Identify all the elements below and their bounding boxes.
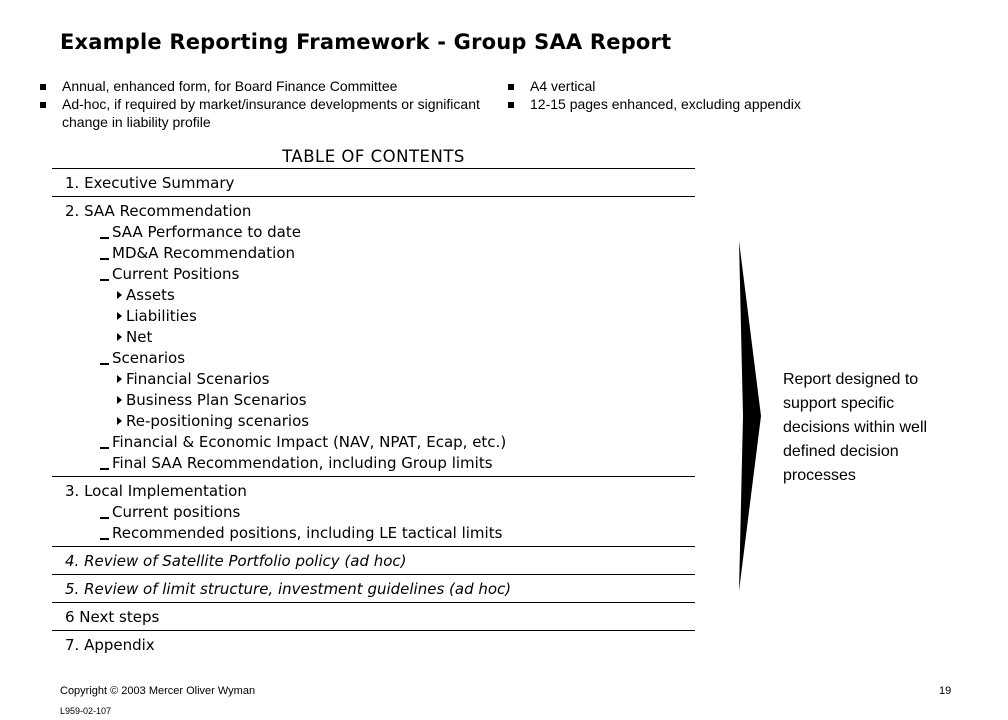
bullet-item xyxy=(40,95,480,131)
bullet-list-right xyxy=(508,77,908,113)
bullet-text: 12-15 pages enhanced, excluding appendix xyxy=(530,96,801,112)
toc-section-title: 4. Review of Satellite Portfolio policy (ad hoc) xyxy=(65,552,407,570)
toc-subitem: Current Positions xyxy=(65,264,695,285)
dash-icon xyxy=(100,538,109,540)
square-bullet-icon xyxy=(40,102,46,108)
copyright-text: Copyright © 2003 Mercer Oliver Wyman xyxy=(60,685,256,697)
bullet-item xyxy=(40,77,480,95)
toc-subsubitem: Re-positioning scenarios xyxy=(65,411,695,432)
toc-subitem: Recommended positions, including LE tactical limits xyxy=(65,523,695,544)
bullet-item xyxy=(508,95,908,113)
dash-icon xyxy=(100,237,109,239)
triangle-bullet-icon xyxy=(117,396,122,404)
toc-section-title: 6 Next steps xyxy=(65,608,160,626)
toc-subitem: MD&A Recommendation xyxy=(65,243,695,264)
table-of-contents xyxy=(52,145,695,658)
toc-subitem: SAA Performance to date xyxy=(65,222,695,243)
dash-icon xyxy=(100,363,109,365)
square-bullet-icon xyxy=(508,84,514,90)
triangle-bullet-icon xyxy=(117,417,122,425)
page-number: 19 xyxy=(939,685,952,697)
toc-section-2 xyxy=(52,196,695,476)
bullet-text: Annual, enhanced form, for Board Finance Committee xyxy=(62,78,398,94)
square-bullet-icon xyxy=(40,84,46,90)
dash-icon xyxy=(100,447,109,449)
toc-subitem: Current positions xyxy=(65,502,695,523)
toc-section-6 xyxy=(52,602,695,630)
triangle-bullet-icon xyxy=(117,312,122,320)
toc-section-title: 5. Review of limit structure, investment guidelines (ad hoc) xyxy=(65,580,512,598)
bullet-item xyxy=(508,77,908,95)
toc-section-title: 1. Executive Summary xyxy=(65,174,235,192)
toc-subitem: Financial & Economic Impact (NAV, NPAT, Ecap, etc.) xyxy=(65,432,695,453)
triangle-bullet-icon xyxy=(117,375,122,383)
toc-subitem: Final SAA Recommendation, including Group limits xyxy=(65,453,695,474)
toc-subitem: Scenarios xyxy=(65,348,695,369)
toc-header: TABLE OF CONTENTS xyxy=(282,147,465,166)
slide-title: Example Reporting Framework - Group SAA Report xyxy=(60,30,672,54)
dash-icon xyxy=(100,279,109,281)
toc-section-1 xyxy=(52,168,695,196)
square-bullet-icon xyxy=(508,102,514,108)
dash-icon xyxy=(100,517,109,519)
toc-subsubitem: Liabilities xyxy=(65,306,695,327)
toc-subsubitem: Net xyxy=(65,327,695,348)
triangle-bullet-icon xyxy=(117,291,122,299)
bullet-text: Ad-hoc, if required by market/insurance developments or significant change in liability profile xyxy=(62,96,480,130)
dash-icon xyxy=(100,468,109,470)
toc-subsubitem: Assets xyxy=(65,285,695,306)
toc-section-title: 7. Appendix xyxy=(65,636,155,654)
toc-section-5 xyxy=(52,574,695,602)
callout-text: Report designed to support specific decisions within well defined decision processes xyxy=(783,371,928,484)
toc-section-title: 2. SAA Recommendation xyxy=(65,202,252,220)
chevron-arrow-icon xyxy=(737,241,763,591)
toc-section-7 xyxy=(52,630,695,658)
dash-icon xyxy=(100,258,109,260)
toc-section-title: 3. Local Implementation xyxy=(65,482,247,500)
document-code: L959-02-107 xyxy=(60,706,112,716)
bullet-list-left xyxy=(40,77,480,131)
triangle-bullet-icon xyxy=(117,333,122,341)
toc-section-4 xyxy=(52,546,695,574)
toc-section-3 xyxy=(52,476,695,546)
bullet-text: A4 vertical xyxy=(530,78,596,94)
toc-subsubitem: Financial Scenarios xyxy=(65,369,695,390)
toc-subsubitem: Business Plan Scenarios xyxy=(65,390,695,411)
